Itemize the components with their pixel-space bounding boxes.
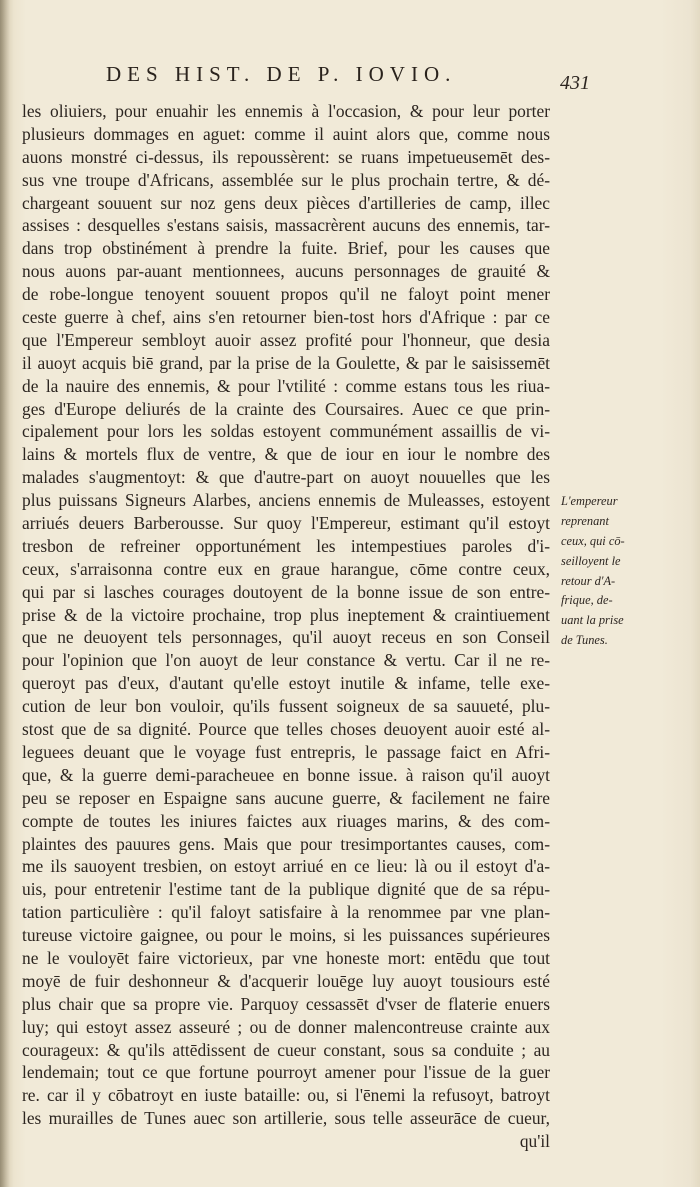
text-line: les murailles de Tunes auec son artillerie, sous telle asseurāce de cueur, [22,1108,550,1129]
text-line: me ils sauoyent tresbien, on estoyt arriué en ce lieu: là ou il estoyt d'a- [22,856,550,877]
text-line: uis, pour entretenir l'estime tant de la publique dignité que de sa répu- [22,879,550,900]
binding-shadow [0,0,10,1187]
text-line: que ne deuoyent tels personnages, qu'il auoyt receus en son Conseil [22,627,550,648]
marginal-note-line: frique, de- [561,593,613,608]
marginal-note-line: ceux, qui cō- [561,533,625,548]
text-line: ne le vouloyēt faire victorieux, par vne honeste mort: entēdu que tout [22,947,550,968]
marginal-note [561,492,671,651]
text-line: malades s'augmentoyt: & que d'autre-part on auoyt nouuelles que les [22,467,550,488]
page-number: 431 [560,72,590,94]
text-line: stost que de sa dignité. Pource que telles choses deuoyent auoir esté al- [22,719,550,740]
marginal-note-line: L'empereur [561,494,618,508]
text-line: pour l'opinion que l'on auoyt de leur constance & vertu. Car il ne re- [22,650,550,671]
text-line: leguees deuant que le voyage fust entrepris, le passage faict en Afri- [22,741,550,762]
text-line: moyē de fuir deshonneur & d'acquerir louēge luy auoyt tousiours esté [22,970,550,991]
text-line: que, & la guerre demi-paracheuee en bonne issue. à raison qu'il auoyt [22,764,550,785]
text-line: auons monstré ci-dessus, ils repoussèrent: se ruans impetueusemēt des- [22,146,550,167]
marginal-note-line: reprenant [561,513,609,528]
text-line: plaintes des pauures gens. Mais que pour tresimportantes causes, com- [22,833,550,854]
text-line: lains & mortels flux de ventre, & que de iour en iour le nombre des [22,444,550,465]
text-line: plus puissans Signeurs Alarbes, anciens ennemis de Muleasses, estoyent [22,490,550,511]
text-line: chargeant souuent sur noz gens deux pièces d'artilleries de camp, illec [22,192,550,213]
marginal-note-line: uant la prise [561,613,624,628]
text-line: tresbon de refreiner opportunément les intempestiues paroles d'i- [22,535,550,556]
main-text-column [22,100,550,1153]
text-line: de robe-longue tenoyent souuent propos qu'il ne faloyt point mener [22,284,550,305]
text-line: plus chair que sa propre vie. Parquoy cessassēt d'vser de flaterie enuers [22,993,550,1014]
text-line: ceux, s'arraisonna contre eux en graue harangue, cōme contre ceux, [22,558,550,579]
text-line: compte de toutes les iniures faictes aux riuages marins, & des com- [22,810,550,831]
running-title: DES HIST. DE P. IOVIO. [106,62,457,86]
text-line: tation particulière : qu'il faloyt satisfaire à la renommee par vne plan- [22,902,550,923]
text-line: dans trop obstinément à prendre la fuite. Brief, pour les causes que [22,238,550,259]
text-line: queroyt pas d'eux, d'autant qu'elle estoyt inutile & infame, telle exe- [22,673,550,694]
text-line: qui par si lasches courages doutoyent de la bonne issue de son entre- [22,581,550,602]
text-line: assises : desquelles s'estans saisis, massacrèrent aucuns des ennemis, tar- [22,215,550,236]
text-line: plusieurs dommages en aguet: comme il auint alors que, comme nous [22,123,550,144]
marginal-note-line: seilloyent le [561,553,621,568]
text-line: luy; qui estoyt assez asseuré ; ou de donner malencontreuse crainte aux [22,1016,550,1037]
marginal-note-line: retour d'A- [561,573,616,588]
text-line: nous auons par-auant mentionnees, aucuns personnages de grauité & [22,261,550,282]
text-line: courageux: & qu'ils attēdissent de cueur constant, sous sa conduite ; au [22,1039,550,1060]
text-line: ceste guerre à chef, ains s'en retourner bien-tost hors d'Afrique : par ce [22,307,550,328]
text-line: ges d'Europe deliurés de la crainte des Coursaires. Auec ce que prin- [22,398,550,419]
text-line: les oliuiers, pour enuahir les ennemis à l'occasion, & pour leur porter [22,101,550,121]
text-line: lendemain; tout ce que fortune pourroyt amener pour l'issue de la guer [22,1062,550,1083]
text-line: arriués deuers Barberousse. Sur quoy l'Empereur, estimant qu'il estoyt [22,513,550,534]
text-line: peu se reposer en Espaigne sans aucune guerre, & facilement ne faire [22,787,550,808]
text-line: de la nauire des ennemis, & pour l'vtilité : comme estans tous les riua- [22,375,550,396]
text-line: qu'il [519,1131,550,1152]
text-line: re. car il y cōbatroyt en iuste bataille: ou, si l'ēnemi la refusoyt, batroyt [22,1085,550,1106]
text-line: cipalement pour lors les soldas estoyent communément assaillis de vi- [22,421,550,442]
text-line: que l'Empereur sembloyt auoir assez profité pour l'honneur, que desia [22,329,550,350]
text-line: sus vne troupe d'Africans, assemblée sur le plus prochain tertre, & dé- [22,169,550,190]
text-line: il auoyt acquis biē grand, par la prise de la Goulette, & par le saisissemēt [22,352,550,373]
text-line: prise & de la victoire prochaine, trop plus ineptement & craintiuement [22,604,550,625]
text-line: tureuse victoire gaignee, ou pour le moins, si les puissances supérieures [22,925,550,946]
text-line: cution de leur bon vouloir, qu'ils fussent soigneux de sa sauueté, plu- [22,696,550,717]
marginal-note-line: de Tunes. [561,633,608,648]
